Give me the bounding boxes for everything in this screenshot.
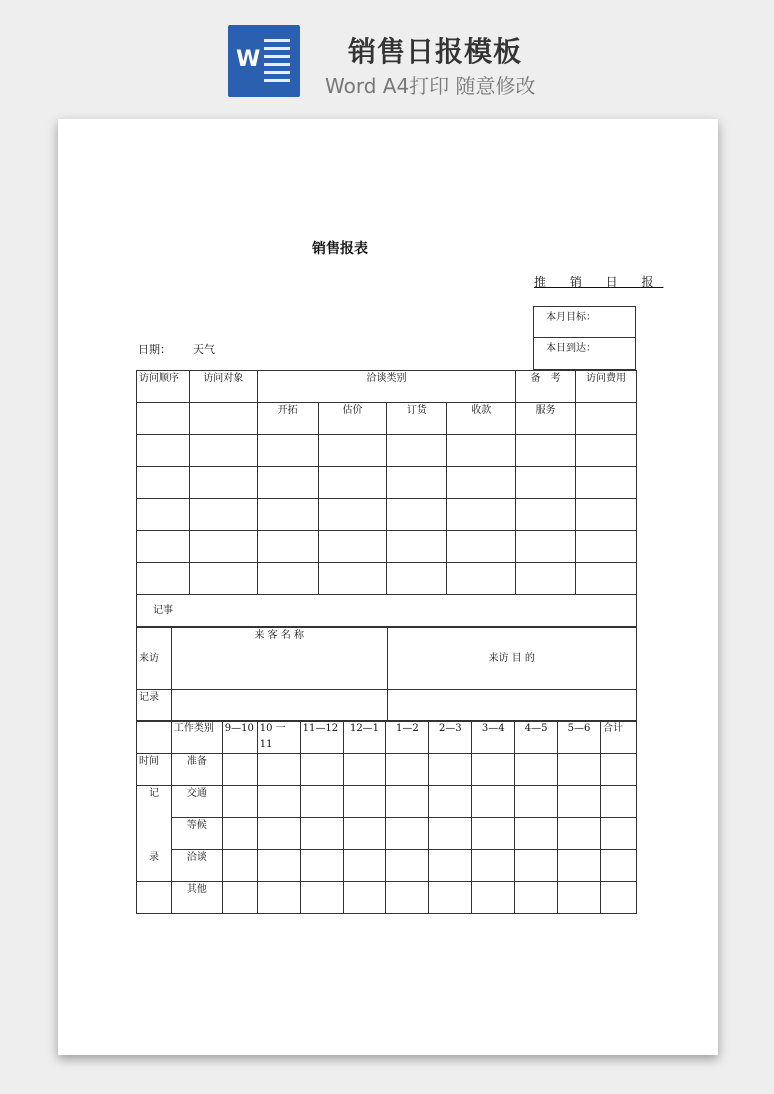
subheader-collect: 收款 bbox=[447, 403, 516, 435]
row-negotiate: 洽谈 bbox=[171, 850, 222, 882]
subheader-develop: 开拓 bbox=[257, 403, 318, 435]
visitor-label: 来访 bbox=[137, 628, 172, 690]
table-row bbox=[137, 531, 637, 563]
header-visit-order: 访问顺序 bbox=[137, 371, 190, 403]
word-lines-decoration bbox=[264, 39, 290, 87]
table-cell[interactable] bbox=[576, 403, 637, 435]
month-goal-label: 本月目标： bbox=[534, 307, 635, 338]
visitor-table bbox=[136, 627, 637, 722]
banner bbox=[0, 0, 774, 110]
promo-daily-label: 推 销 日 报 bbox=[534, 275, 664, 289]
slot-total: 合计 bbox=[600, 721, 636, 754]
today-reach-label: 本日到达： bbox=[546, 343, 596, 354]
slot-5: 1—2 bbox=[386, 721, 429, 754]
row-other: 其他 bbox=[171, 882, 222, 914]
record-char-1: 记 bbox=[137, 786, 172, 818]
row-traffic: 交通 bbox=[171, 786, 222, 818]
slot-6: 2—3 bbox=[429, 721, 472, 754]
subheader-service: 服务 bbox=[516, 403, 576, 435]
banner-title: 销售日报模板 bbox=[348, 35, 523, 68]
slot-8: 4—5 bbox=[515, 721, 558, 754]
row-prepare: 准备 bbox=[171, 754, 222, 786]
slot-1: 9—10 bbox=[222, 721, 257, 754]
table-row bbox=[137, 499, 637, 531]
header-remarks: 备 考 bbox=[516, 371, 576, 403]
visit-table bbox=[136, 370, 637, 627]
header-negotiation-type: 洽谈类别 bbox=[257, 371, 515, 403]
record-label: 记录 bbox=[137, 690, 172, 722]
visitor-name-cell[interactable] bbox=[171, 690, 387, 722]
table-cell[interactable] bbox=[189, 403, 257, 435]
header-visit-cost: 访问费用 bbox=[576, 371, 637, 403]
document-title: 销售报表 bbox=[312, 241, 368, 257]
visitor-name-header: 来 客 名 称 bbox=[171, 628, 387, 690]
subheader-quote: 估价 bbox=[318, 403, 387, 435]
schedule-table bbox=[136, 720, 637, 914]
word-icon bbox=[228, 25, 300, 97]
visitor-purpose-cell[interactable] bbox=[387, 690, 637, 722]
row-waiting: 等候 bbox=[171, 818, 222, 850]
word-letter: W bbox=[236, 47, 261, 72]
table-row bbox=[137, 435, 637, 467]
slot-3: 11—12 bbox=[300, 721, 343, 754]
time-label: 时间 bbox=[137, 754, 172, 786]
visitor-purpose-header: 来访 目 的 bbox=[387, 628, 637, 690]
notes-label: 记事 bbox=[137, 595, 637, 627]
table-cell[interactable] bbox=[137, 403, 190, 435]
banner-subtitle: Word A4打印 随意修改 bbox=[325, 74, 536, 98]
record-char-2: 录 bbox=[137, 850, 172, 882]
header-visit-target: 访问对象 bbox=[189, 371, 257, 403]
table-row bbox=[137, 467, 637, 499]
slot-4: 12—1 bbox=[343, 721, 386, 754]
slot-7: 3—4 bbox=[472, 721, 515, 754]
slot-2: 10 一 11 bbox=[257, 721, 300, 754]
target-box bbox=[533, 306, 636, 370]
weather-label: 天气 bbox=[193, 343, 215, 356]
slot-9: 5—6 bbox=[558, 721, 601, 754]
work-type-label: 工作类别 bbox=[171, 721, 222, 754]
subheader-order: 订货 bbox=[387, 403, 447, 435]
date-label: 日期： bbox=[138, 343, 171, 356]
table-row bbox=[137, 563, 637, 595]
